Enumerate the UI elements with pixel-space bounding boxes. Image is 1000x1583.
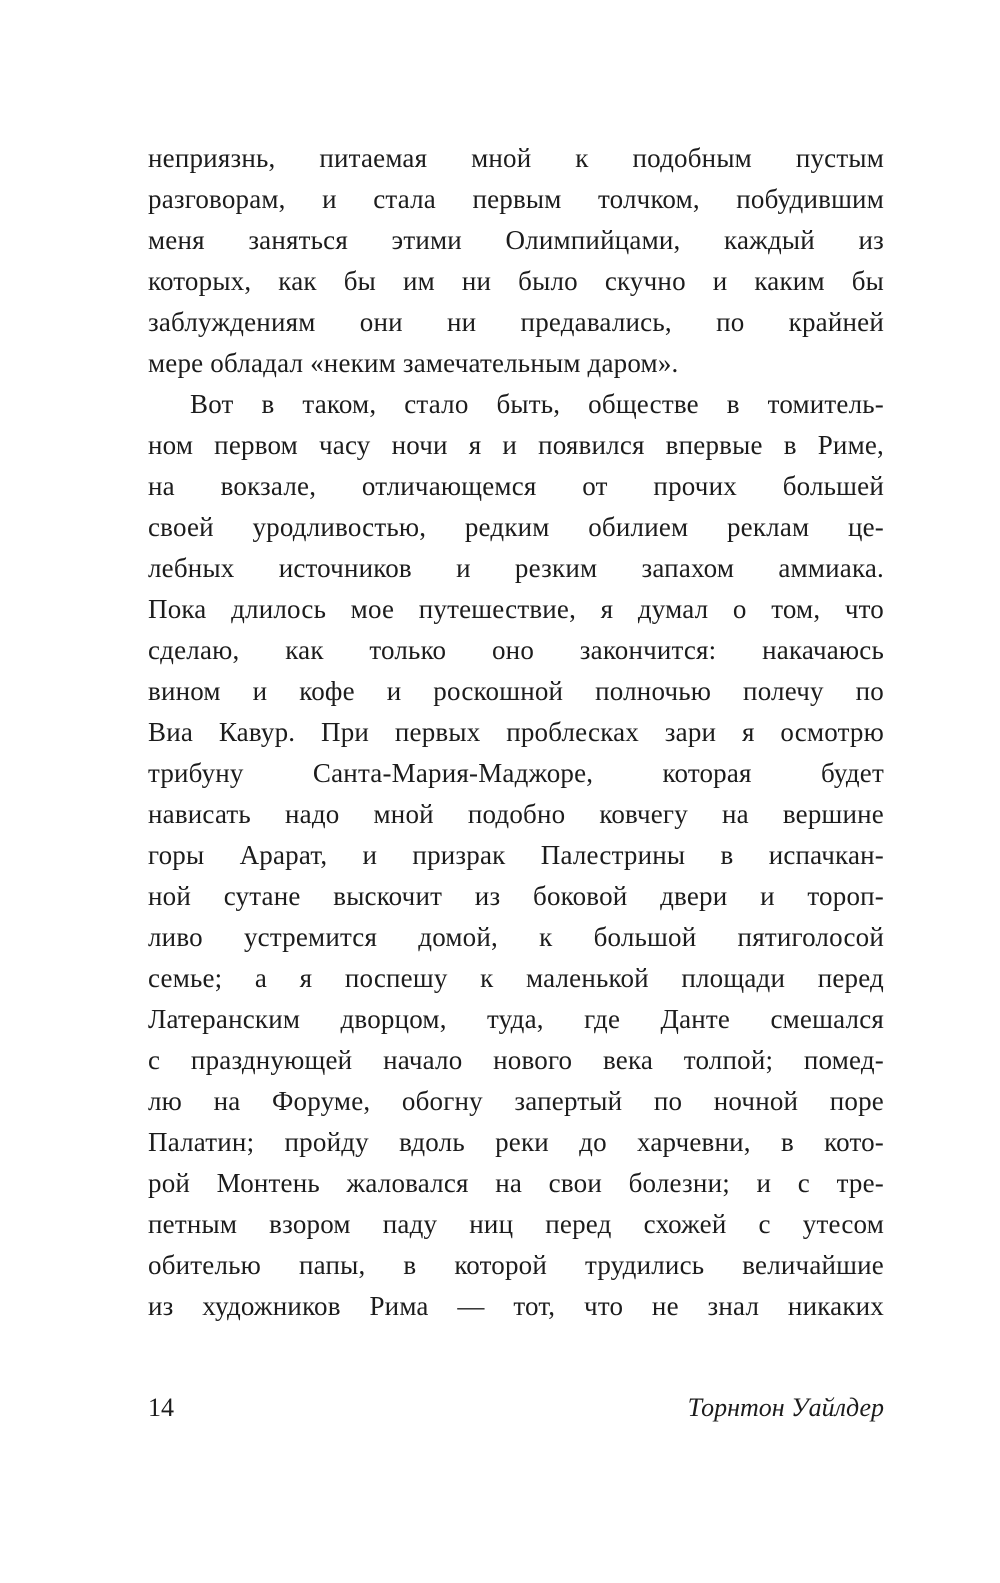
text-line: своей уродливостью, редким обилием реклам це- xyxy=(148,512,884,542)
text-line: нависать надо мной подобно ковчегу на вершине xyxy=(148,799,884,829)
text-line: меня заняться этими Олимпийцами, каждый из xyxy=(148,225,884,255)
text-line: ной сутане выскочит из боковой двери и тороп- xyxy=(148,881,884,911)
page-number: 14 xyxy=(148,1393,174,1422)
text-line: лю на Форуме, обогну запертый по ночной поре xyxy=(148,1086,884,1116)
text-line: неприязнь, питаемая мной к подобным пустым xyxy=(148,143,884,173)
text-line: петным взором паду ниц перед схожей с утесом xyxy=(148,1209,884,1239)
author-name: Торнтон Уайлдер xyxy=(687,1393,884,1422)
paragraph xyxy=(148,384,884,1327)
text-line: разговорам, и стала первым толчком, побудившим xyxy=(148,184,884,214)
text-block xyxy=(148,138,884,1327)
text-line: которых, как бы им ни было скучно и каким бы xyxy=(148,266,884,296)
text-line: ном первом часу ночи я и появился впервые в Риме, xyxy=(148,430,884,460)
text-line: горы Арарат, и призрак Палестрины в испачкан- xyxy=(148,840,884,870)
text-line: Вот в таком, стало быть, обществе в томитель- xyxy=(190,389,884,419)
text-line: заблуждениям они ни предавались, по крайней xyxy=(148,307,884,337)
text-line: трибуну Санта-Мария-Маджоре, которая будет xyxy=(148,758,884,788)
text-line: Пока длилось мое путешествие, я думал о том, что xyxy=(148,594,884,624)
text-line: лебных источников и резким запахом аммиака. xyxy=(148,553,884,583)
paragraph xyxy=(148,138,884,384)
text-line: обителью папы, в которой трудились величайшие xyxy=(148,1250,884,1280)
text-line: Виа Кавур. При первых проблесках зари я осмотрю xyxy=(148,717,884,747)
page-footer xyxy=(148,1393,884,1423)
text-line: мере обладал «неким замечательным даром». xyxy=(148,348,679,378)
text-line: сделаю, как только оно закончится: накачаюсь xyxy=(148,635,884,665)
text-line: рой Монтень жаловался на свои болезни; и с тре- xyxy=(148,1168,884,1198)
text-line: вином и кофе и роскошной полночью полечу по xyxy=(148,676,884,706)
text-line: Латеранским дворцом, туда, где Данте смешался xyxy=(148,1004,884,1034)
text-line: из художников Рима — тот, что не знал никаких xyxy=(148,1291,884,1321)
text-line: ливо устремится домой, к большой пятиголосой xyxy=(148,922,884,952)
text-line: семье; а я поспешу к маленькой площади перед xyxy=(148,963,884,993)
book-page xyxy=(148,138,884,1327)
text-line: с празднующей начало нового века толпой; помед- xyxy=(148,1045,884,1075)
text-line: на вокзале, отличающемся от прочих большей xyxy=(148,471,884,501)
text-line: Палатин; пройду вдоль реки до харчевни, в кото- xyxy=(148,1127,884,1157)
